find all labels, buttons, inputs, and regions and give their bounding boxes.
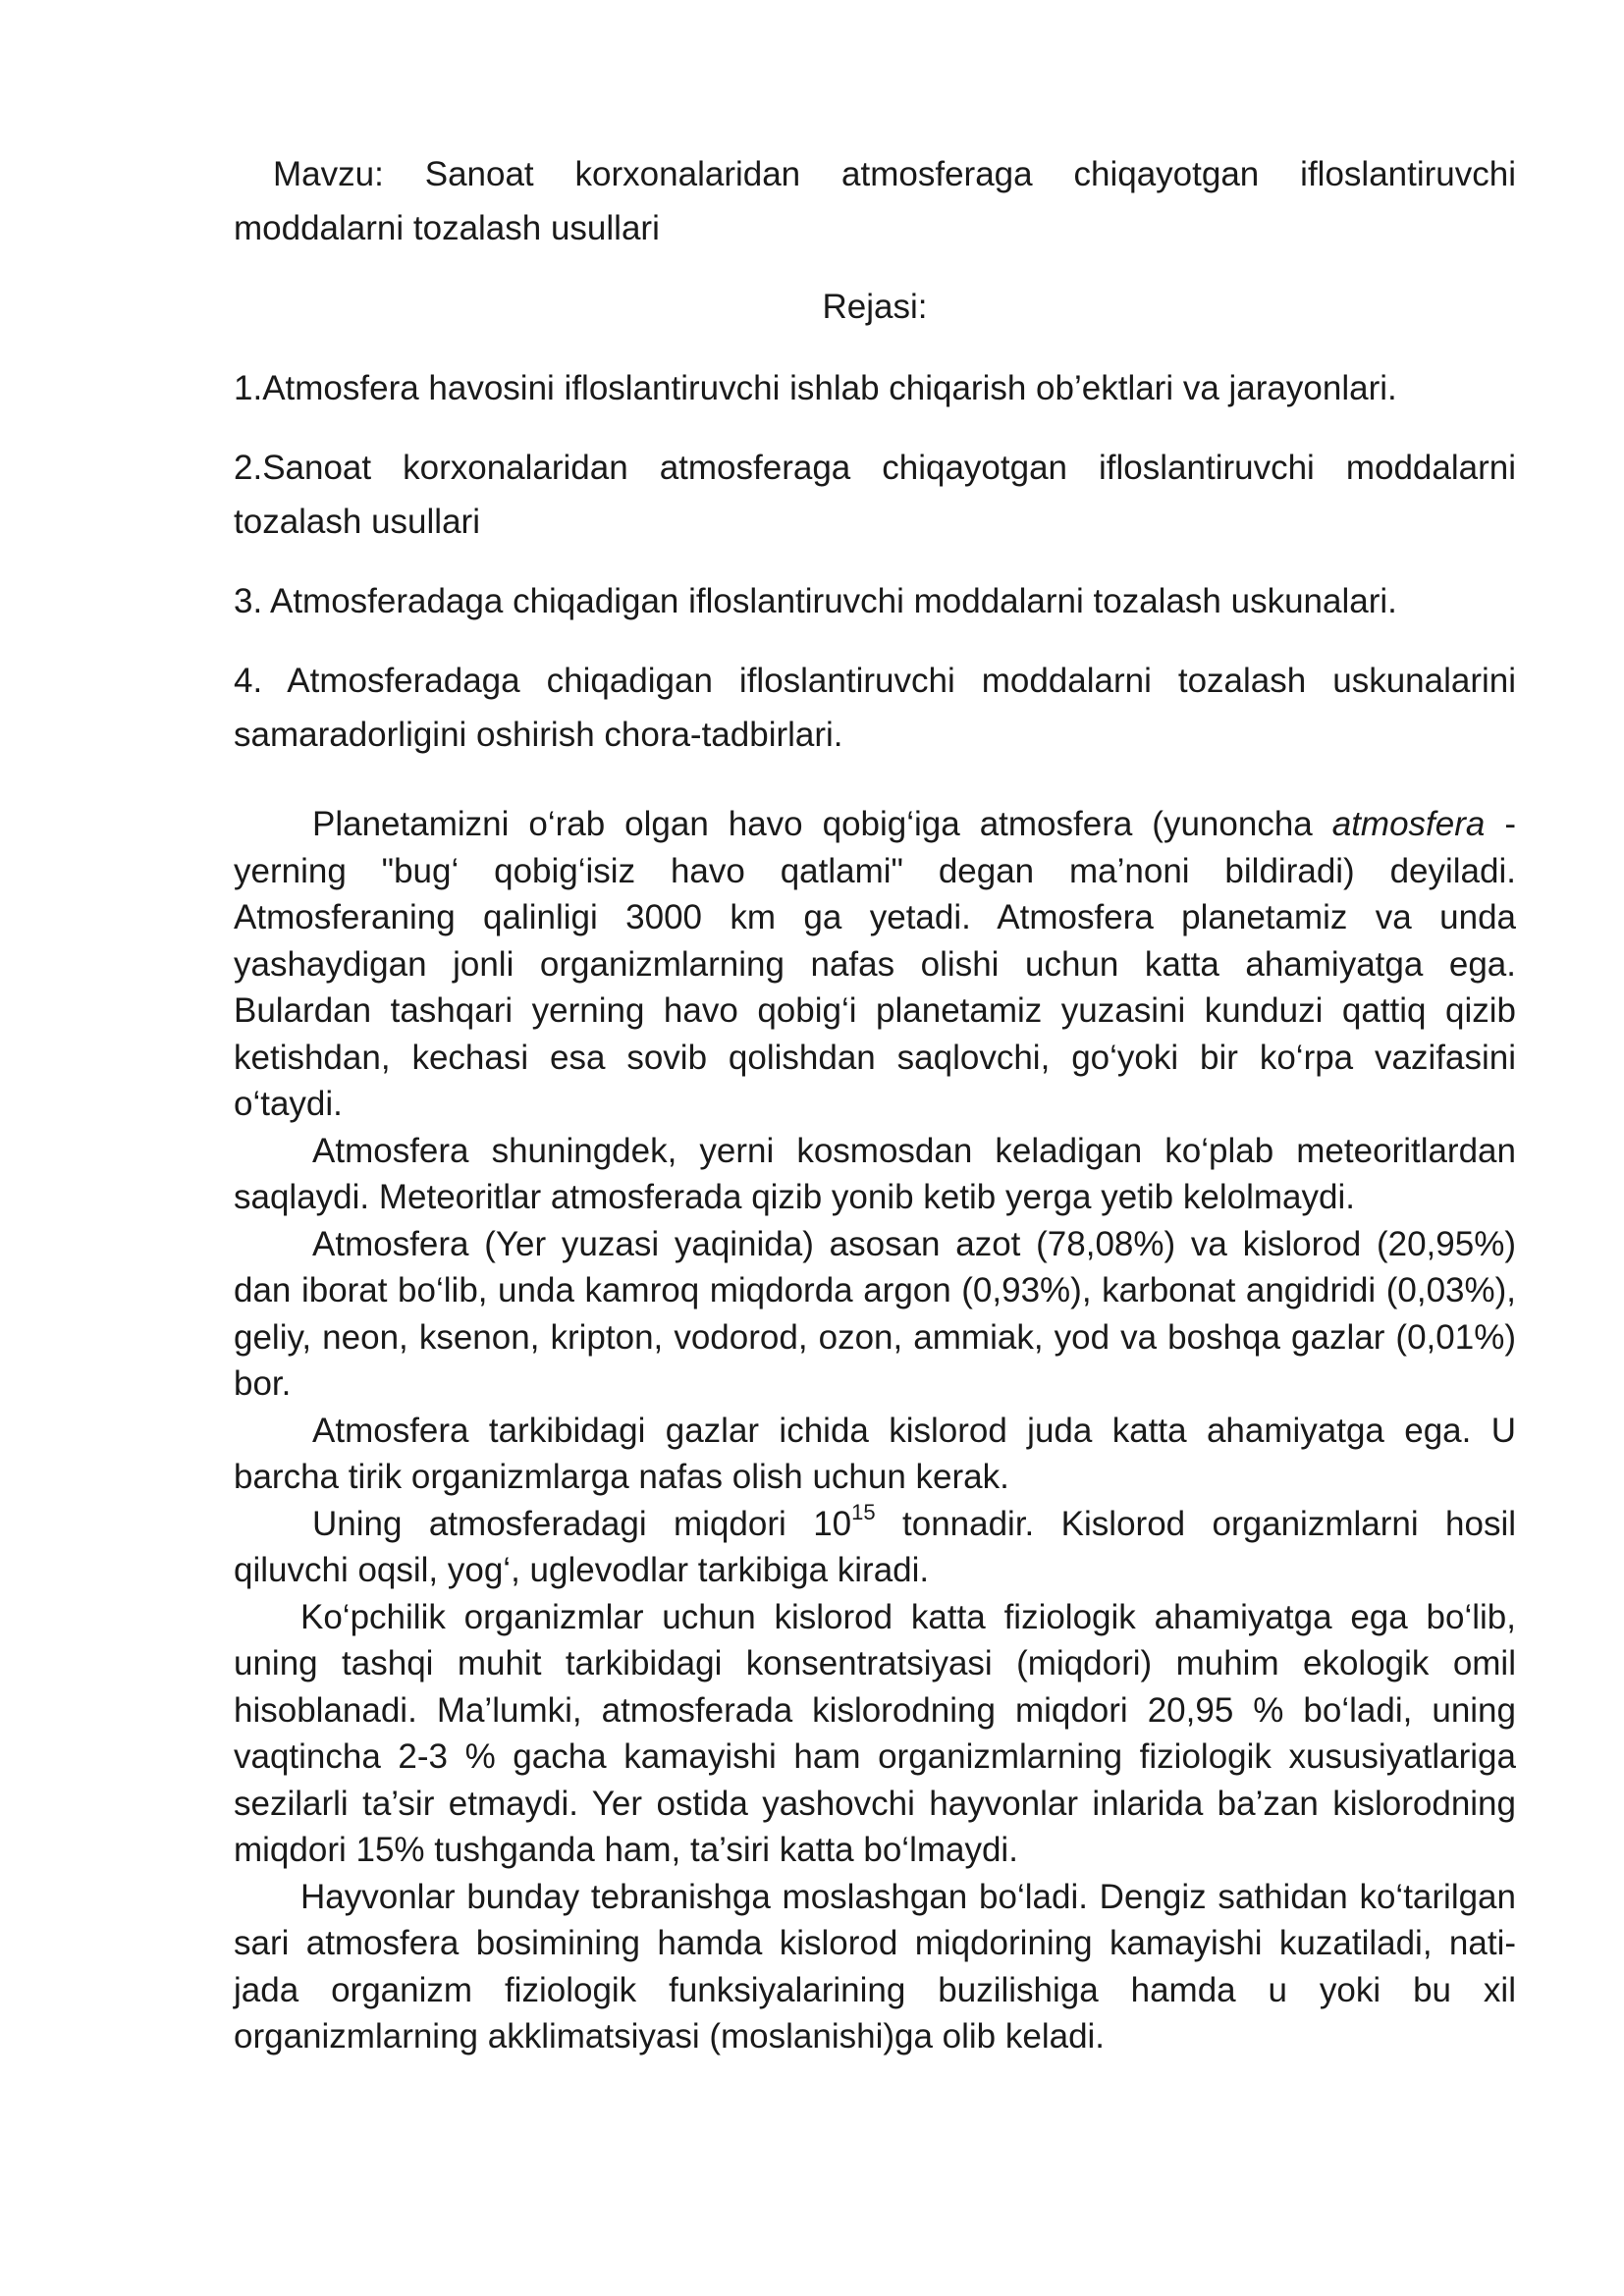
paragraph-4: Atmosfera tarkibidagi gazlar ichida kislorod juda katta ahamiyatga ega. U barcha tirik organizmlarga nafas olish uchun kerak. xyxy=(234,1411,1516,1496)
paragraph-1-italic-term: atmosfera xyxy=(1331,805,1486,843)
plan-item-4: 4. Atmosferadaga chiqadigan ifloslantiruvchi moddalarni tozalash uskunalarini samaradorligini oshirish chora-tadbirlari. xyxy=(234,662,1516,754)
paragraph-2: Atmosfera shuningdek, yerni kosmosdan keladigan ko‘plab meteoritlardan saqlaydi. Meteoritlar atmosferada qizib yonib ketib yerga yetib kelolmaydi. xyxy=(234,1131,1516,1216)
body-text xyxy=(234,801,1516,2060)
paragraph-5-start: Uning atmosferadagi miqdori 10 xyxy=(312,1504,852,1543)
paragraph-1-start: Planetamizni o‘rab olgan havo qobig‘iga atmosfera (yunoncha xyxy=(312,805,1313,843)
paragraph-5 xyxy=(234,1501,1516,1594)
paragraph-6: Ko‘pchilik organizmlar uchun kislorod katta fiziologik ahamiyatga ega bo‘lib, uning tashqi muhit tarkibidagi konsentratsiyasi (miqdori) muhim ekologik omil hisoblanadi. Ma’lumki, atmosferada kislorodning miqdori 20,95 % bo‘ladi, uning vaqtincha 2-3 % gacha kamayishi ham organizmlarning fiziologik xususiyatlariga sezilarli ta’sir etmaydi. Yer ostida yashovchi hayvonlar inlarida ba’zan kislorodning miqdori 15% tushganda ham, ta’siri katta bo‘lmaydi. xyxy=(234,1597,1516,1869)
plan-title: Rejasi: xyxy=(822,288,928,326)
paragraph-7: Hayvonlar bunday tebranishga moslashgan bo‘ladi. Dengiz sathidan ko‘tarilgan sari atmosfera bosimining hamda kislorod miqdorining kamayishi kuzatiladi, nati-jada organizm fiziologik funksiyalarining buzilishiga hamda u yoki bu xil organizmlarning akklimatsiyasi (moslanishi)ga olib keladi. xyxy=(234,1877,1516,2056)
plan-item-3: 3. Atmosferadaga chiqadigan ifloslantiruvchi moddalarni tozalash uskunalari. xyxy=(234,582,1397,620)
paragraph-3: Atmosfera (Yer yuzasi yaqinida) asosan azot (78,08%) va kislorod (20,95%) dan iborat bo‘lib, unda kamroq miqdorda argon (0,93%), karbonat angidridi (0,03%), geliy, neon, ksenon, kripton, vodorod, ozon, ammiak, yod va boshqa gazlar (0,01%) bor. xyxy=(234,1224,1516,1403)
topic-heading: Mavzu: Sanoat korxonalaridan atmosferaga chiqayotgan ifloslantiruvchi moddalarni tozalash usullari xyxy=(234,155,1516,247)
paragraph-1 xyxy=(234,801,1516,1128)
plan-item-2: 2.Sanoat korxonalaridan atmosferaga chiqayotgan ifloslantiruvchi moddalarni tozalash usullari xyxy=(234,449,1516,541)
plan-list xyxy=(234,361,1516,762)
plan-item-1: 1.Atmosfera havosini ifloslantiruvchi ishlab chiqarish ob’ektlari va jarayonlari. xyxy=(234,369,1397,407)
exponent: 15 xyxy=(851,1499,876,1524)
paragraph-1-rest: - yerning "bug‘ qobig‘isiz havo qatlami" degan ma’noni bildiradi) deyiladi. Atmosferaning qalinligi 3000 km ga yetadi. Atmosfera planetamiz va unda yashaydigan jonli organizmlarning nafas olishi uchun katta ahamiyatga ega. Bulardan tashqari yerning havo qobig‘i planetamiz yuzasini kunduzi qattiq qizib ketishdan, kechasi esa sovib qolishdan saqlovchi, go‘yoki bir ko‘rpa vazifasini o‘taydi. xyxy=(234,805,1516,1123)
paragraph-5-rest: tonnadir. Kislorod organizmlarni hosil qiluvchi oqsil, yog‘, uglevodlar tarkibiga kiradi. xyxy=(234,1504,1516,1589)
